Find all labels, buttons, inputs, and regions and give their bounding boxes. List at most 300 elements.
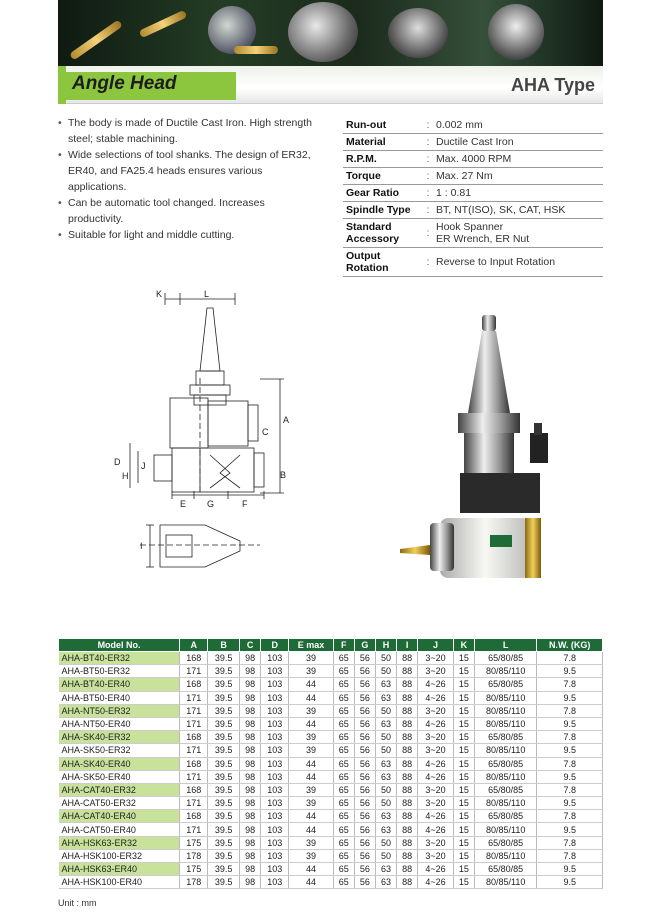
table-cell: 9.5	[537, 691, 603, 704]
table-cell: 4~26	[418, 691, 454, 704]
spec-key: Run-out	[343, 117, 423, 134]
table-cell: 168	[180, 678, 208, 691]
table-cell: 39.5	[208, 770, 240, 783]
table-cell: 63	[375, 678, 396, 691]
model-cell: AHA-HSK100-ER32	[59, 849, 180, 862]
table-cell: 98	[240, 731, 261, 744]
table-cell: 171	[180, 717, 208, 730]
table-cell: 39.5	[208, 783, 240, 796]
spec-value: 0.002 mm	[433, 117, 603, 134]
table-row	[59, 863, 603, 876]
table-cell: 4~26	[418, 717, 454, 730]
table-cell: 3~20	[418, 731, 454, 744]
table-cell: 56	[354, 836, 375, 849]
spec-key: Standard Accessory	[343, 219, 423, 248]
table-cell: 56	[354, 863, 375, 876]
table-cell: 103	[261, 770, 289, 783]
spec-colon: :	[423, 168, 433, 185]
column-header: D	[261, 639, 289, 652]
table-cell: 3~20	[418, 665, 454, 678]
spec-value: Max. 4000 RPM	[433, 151, 603, 168]
header-accent	[58, 66, 66, 104]
table-cell: 3~20	[418, 744, 454, 757]
table-cell: 7.8	[537, 731, 603, 744]
table-cell: 15	[453, 783, 474, 796]
table-cell: 39.5	[208, 849, 240, 862]
spec-value: Max. 27 Nm	[433, 168, 603, 185]
table-cell: 65/80/85	[474, 652, 536, 665]
table-cell: 15	[453, 823, 474, 836]
table-cell: 80/85/110	[474, 876, 536, 889]
table-cell: 56	[354, 876, 375, 889]
table-cell: 7.8	[537, 757, 603, 770]
table-cell: 15	[453, 876, 474, 889]
column-header: F	[333, 639, 354, 652]
dimension-label-j: J	[141, 461, 146, 471]
table-cell: 98	[240, 770, 261, 783]
table-cell: 98	[240, 823, 261, 836]
model-cell: AHA-HSK63-ER32	[59, 836, 180, 849]
table-cell: 15	[453, 810, 474, 823]
table-cell: 178	[180, 876, 208, 889]
table-cell: 3~20	[418, 797, 454, 810]
table-cell: 175	[180, 836, 208, 849]
table-cell: 56	[354, 757, 375, 770]
table-cell: 98	[240, 691, 261, 704]
table-cell: 3~20	[418, 849, 454, 862]
drill-bit-image	[139, 10, 188, 38]
table-cell: 50	[375, 783, 396, 796]
feature-item: • Suitable for light and middle cutting.	[58, 229, 235, 241]
feature-list	[58, 115, 318, 243]
table-cell: 56	[354, 678, 375, 691]
table-cell: 39.5	[208, 665, 240, 678]
table-cell: 88	[397, 678, 418, 691]
table-cell: 171	[180, 797, 208, 810]
table-cell: 168	[180, 731, 208, 744]
table-cell: 44	[289, 757, 333, 770]
table-cell: 9.5	[537, 797, 603, 810]
table-row	[59, 717, 603, 730]
column-header: G	[354, 639, 375, 652]
table-cell: 98	[240, 810, 261, 823]
table-cell: 15	[453, 665, 474, 678]
column-header: B	[208, 639, 240, 652]
table-cell: 56	[354, 665, 375, 678]
table-cell: 4~26	[418, 863, 454, 876]
table-cell: 88	[397, 731, 418, 744]
table-row	[59, 665, 603, 678]
table-cell: 39	[289, 836, 333, 849]
table-cell: 39	[289, 704, 333, 717]
table-cell: 56	[354, 797, 375, 810]
table-cell: 63	[375, 691, 396, 704]
dimension-label-c: C	[262, 427, 269, 437]
table-cell: 39	[289, 652, 333, 665]
spec-value: Ductile Cast Iron	[433, 134, 603, 151]
model-cell: AHA-CAT50-ER40	[59, 823, 180, 836]
angle-head-photo	[488, 4, 544, 60]
table-cell: 98	[240, 717, 261, 730]
dimension-label-f: F	[242, 499, 248, 509]
table-row	[59, 744, 603, 757]
table-cell: 3~20	[418, 652, 454, 665]
table-cell: 15	[453, 678, 474, 691]
table-cell: 88	[397, 717, 418, 730]
dimension-label-a: A	[283, 415, 290, 425]
table-cell: 4~26	[418, 810, 454, 823]
table-cell: 80/85/110	[474, 849, 536, 862]
table-cell: 63	[375, 876, 396, 889]
column-header: H	[375, 639, 396, 652]
angle-head-photo	[288, 2, 358, 62]
table-cell: 103	[261, 863, 289, 876]
model-cell: AHA-CAT40-ER40	[59, 810, 180, 823]
spec-row	[343, 185, 603, 202]
table-cell: 65	[333, 704, 354, 717]
table-cell: 98	[240, 876, 261, 889]
spec-colon: :	[423, 151, 433, 168]
table-cell: 88	[397, 652, 418, 665]
table-cell: 9.5	[537, 823, 603, 836]
column-header: L	[474, 639, 536, 652]
table-cell: 39.5	[208, 810, 240, 823]
table-cell: 65	[333, 863, 354, 876]
table-cell: 175	[180, 863, 208, 876]
product-type: AHA Type	[510, 75, 595, 95]
angle-head-photo	[388, 8, 448, 58]
spec-row	[343, 219, 603, 248]
table-cell: 103	[261, 849, 289, 862]
table-cell: 4~26	[418, 823, 454, 836]
table-cell: 171	[180, 691, 208, 704]
table-cell: 103	[261, 744, 289, 757]
table-cell: 65	[333, 849, 354, 862]
table-cell: 39	[289, 849, 333, 862]
bullet-icon: •	[58, 197, 62, 209]
table-cell: 80/85/110	[474, 823, 536, 836]
spec-colon: :	[423, 202, 433, 219]
table-cell: 7.8	[537, 652, 603, 665]
table-cell: 63	[375, 823, 396, 836]
table-cell: 44	[289, 823, 333, 836]
table-cell: 88	[397, 876, 418, 889]
bullet-icon: •	[58, 117, 62, 129]
feature-item: • Wide selections of tool shanks. The design of ER32, ER40, and FA25.4 heads ensures various applications.	[58, 149, 311, 193]
model-cell: AHA-NT50-ER40	[59, 717, 180, 730]
table-cell: 15	[453, 797, 474, 810]
table-cell: 63	[375, 810, 396, 823]
table-cell: 9.5	[537, 665, 603, 678]
table-cell: 44	[289, 717, 333, 730]
table-row	[59, 849, 603, 862]
spec-row	[343, 202, 603, 219]
dimension-label-l: L	[204, 289, 210, 299]
table-row	[59, 836, 603, 849]
model-cell: AHA-BT50-ER32	[59, 665, 180, 678]
table-cell: 44	[289, 691, 333, 704]
table-cell: 98	[240, 704, 261, 717]
table-row	[59, 757, 603, 770]
table-cell: 39.5	[208, 678, 240, 691]
model-cell: AHA-NT50-ER32	[59, 704, 180, 717]
table-cell: 178	[180, 849, 208, 862]
model-cell: AHA-CAT40-ER32	[59, 783, 180, 796]
table-cell: 103	[261, 678, 289, 691]
table-cell: 98	[240, 783, 261, 796]
table-cell: 9.5	[537, 863, 603, 876]
table-row	[59, 678, 603, 691]
spec-colon: :	[423, 185, 433, 202]
table-cell: 15	[453, 652, 474, 665]
table-cell: 171	[180, 665, 208, 678]
table-cell: 4~26	[418, 678, 454, 691]
table-cell: 39.5	[208, 744, 240, 757]
unit-note: Unit : mm	[58, 898, 97, 908]
spec-colon: :	[423, 117, 433, 134]
table-cell: 98	[240, 652, 261, 665]
table-cell: 56	[354, 823, 375, 836]
table-cell: 3~20	[418, 783, 454, 796]
table-cell: 56	[354, 849, 375, 862]
table-cell: 39	[289, 744, 333, 757]
table-cell: 39.5	[208, 823, 240, 836]
table-cell: 103	[261, 731, 289, 744]
table-cell: 44	[289, 810, 333, 823]
table-cell: 98	[240, 665, 261, 678]
table-cell: 88	[397, 849, 418, 862]
table-cell: 103	[261, 691, 289, 704]
table-cell: 39.5	[208, 704, 240, 717]
table-cell: 39.5	[208, 717, 240, 730]
table-cell: 39.5	[208, 797, 240, 810]
table-cell: 168	[180, 783, 208, 796]
dimension-label-h: H	[122, 471, 129, 481]
section-header	[58, 66, 603, 104]
bullet-icon: •	[58, 229, 62, 241]
table-cell: 7.8	[537, 678, 603, 691]
table-cell: 7.8	[537, 810, 603, 823]
spec-colon: :	[423, 219, 433, 248]
table-cell: 171	[180, 744, 208, 757]
model-table	[58, 638, 603, 889]
table-cell: 65	[333, 691, 354, 704]
spec-key: Output Rotation	[343, 248, 423, 277]
spec-table	[343, 117, 603, 277]
table-cell: 15	[453, 704, 474, 717]
bullet-icon: •	[58, 149, 62, 161]
dimension-label-g: G	[207, 499, 215, 509]
table-cell: 98	[240, 744, 261, 757]
table-cell: 80/85/110	[474, 744, 536, 757]
table-cell: 98	[240, 849, 261, 862]
table-cell: 65	[333, 717, 354, 730]
table-cell: 44	[289, 876, 333, 889]
table-cell: 65	[333, 665, 354, 678]
table-cell: 98	[240, 678, 261, 691]
column-header: E max	[289, 639, 333, 652]
table-cell: 65	[333, 797, 354, 810]
table-cell: 88	[397, 704, 418, 717]
table-cell: 39.5	[208, 757, 240, 770]
table-cell: 168	[180, 652, 208, 665]
table-cell: 56	[354, 704, 375, 717]
table-cell: 88	[397, 770, 418, 783]
table-cell: 98	[240, 757, 261, 770]
table-cell: 56	[354, 717, 375, 730]
table-cell: 65/80/85	[474, 731, 536, 744]
table-cell: 15	[453, 863, 474, 876]
table-cell: 103	[261, 876, 289, 889]
column-header: Model No.	[59, 639, 180, 652]
spec-row	[343, 168, 603, 185]
table-cell: 56	[354, 731, 375, 744]
table-cell: 65/80/85	[474, 757, 536, 770]
product-banner	[58, 0, 603, 66]
model-cell: AHA-SK50-ER40	[59, 770, 180, 783]
spec-key: Torque	[343, 168, 423, 185]
table-cell: 103	[261, 810, 289, 823]
table-cell: 50	[375, 744, 396, 757]
table-cell: 15	[453, 770, 474, 783]
spec-row	[343, 151, 603, 168]
model-cell: AHA-SK40-ER40	[59, 757, 180, 770]
table-cell: 103	[261, 717, 289, 730]
table-cell: 63	[375, 863, 396, 876]
table-cell: 80/85/110	[474, 704, 536, 717]
spec-value: 1 : 0.81	[433, 185, 603, 202]
spec-value: BT, NT(ISO), SK, CAT, HSK	[433, 202, 603, 219]
table-cell: 98	[240, 797, 261, 810]
spec-key: Gear Ratio	[343, 185, 423, 202]
table-cell: 65	[333, 783, 354, 796]
model-cell: AHA-HSK63-ER40	[59, 863, 180, 876]
table-cell: 50	[375, 797, 396, 810]
spec-value: Reverse to Input Rotation	[433, 248, 603, 277]
model-cell: AHA-BT50-ER40	[59, 691, 180, 704]
table-cell: 56	[354, 810, 375, 823]
table-cell: 39	[289, 783, 333, 796]
table-cell: 168	[180, 810, 208, 823]
table-cell: 88	[397, 691, 418, 704]
table-cell: 50	[375, 849, 396, 862]
table-cell: 88	[397, 863, 418, 876]
dimension-label-d: D	[114, 457, 121, 467]
table-row	[59, 691, 603, 704]
table-cell: 4~26	[418, 770, 454, 783]
table-row	[59, 704, 603, 717]
table-cell: 88	[397, 810, 418, 823]
table-cell: 4~26	[418, 876, 454, 889]
table-cell: 103	[261, 823, 289, 836]
table-cell: 39.5	[208, 876, 240, 889]
table-cell: 9.5	[537, 770, 603, 783]
table-cell: 80/85/110	[474, 691, 536, 704]
table-row	[59, 810, 603, 823]
table-cell: 7.8	[537, 849, 603, 862]
dimension-label-e: E	[180, 499, 187, 509]
spec-key: Spindle Type	[343, 202, 423, 219]
table-cell: 44	[289, 678, 333, 691]
table-cell: 168	[180, 757, 208, 770]
column-header: I	[397, 639, 418, 652]
table-cell: 65	[333, 652, 354, 665]
table-cell: 63	[375, 770, 396, 783]
table-cell: 56	[354, 783, 375, 796]
table-row	[59, 823, 603, 836]
model-cell: AHA-HSK100-ER40	[59, 876, 180, 889]
table-cell: 50	[375, 652, 396, 665]
table-cell: 98	[240, 863, 261, 876]
column-header: K	[453, 639, 474, 652]
table-cell: 44	[289, 863, 333, 876]
table-cell: 39	[289, 665, 333, 678]
table-cell: 9.5	[537, 717, 603, 730]
table-cell: 39.5	[208, 652, 240, 665]
spec-row	[343, 134, 603, 151]
model-cell: AHA-SK50-ER32	[59, 744, 180, 757]
table-cell: 15	[453, 744, 474, 757]
table-cell: 171	[180, 770, 208, 783]
dimension-label-b: B	[280, 470, 287, 480]
table-cell: 56	[354, 691, 375, 704]
table-cell: 56	[354, 770, 375, 783]
table-cell: 65	[333, 744, 354, 757]
table-cell: 7.8	[537, 783, 603, 796]
table-cell: 50	[375, 665, 396, 678]
table-cell: 65/80/85	[474, 836, 536, 849]
spec-row	[343, 117, 603, 134]
table-cell: 80/85/110	[474, 770, 536, 783]
table-cell: 65	[333, 823, 354, 836]
table-cell: 103	[261, 652, 289, 665]
product-photo	[400, 313, 560, 588]
spec-key: R.P.M.	[343, 151, 423, 168]
table-cell: 7.8	[537, 836, 603, 849]
column-header: N.W. (KG)	[537, 639, 603, 652]
table-cell: 39	[289, 731, 333, 744]
model-cell: AHA-BT40-ER32	[59, 652, 180, 665]
table-cell: 103	[261, 836, 289, 849]
page-title: Angle Head	[72, 73, 177, 94]
table-cell: 15	[453, 731, 474, 744]
table-cell: 56	[354, 744, 375, 757]
table-row	[59, 731, 603, 744]
column-header: J	[418, 639, 454, 652]
spec-row	[343, 248, 603, 277]
table-cell: 65	[333, 731, 354, 744]
table-cell: 63	[375, 757, 396, 770]
feature-item: • The body is made of Ductile Cast Iron. High strength steel; stable machining.	[58, 117, 312, 145]
table-cell: 3~20	[418, 836, 454, 849]
table-cell: 7.8	[537, 704, 603, 717]
table-cell: 3~20	[418, 704, 454, 717]
table-cell: 103	[261, 704, 289, 717]
table-cell: 80/85/110	[474, 665, 536, 678]
table-row	[59, 797, 603, 810]
table-cell: 171	[180, 704, 208, 717]
table-cell: 65	[333, 757, 354, 770]
table-row	[59, 783, 603, 796]
table-cell: 39	[289, 797, 333, 810]
spec-colon: :	[423, 248, 433, 277]
dimension-label-k: K	[156, 289, 163, 299]
table-cell: 171	[180, 823, 208, 836]
table-cell: 88	[397, 783, 418, 796]
column-header: C	[240, 639, 261, 652]
table-cell: 39.5	[208, 863, 240, 876]
table-cell: 39.5	[208, 836, 240, 849]
